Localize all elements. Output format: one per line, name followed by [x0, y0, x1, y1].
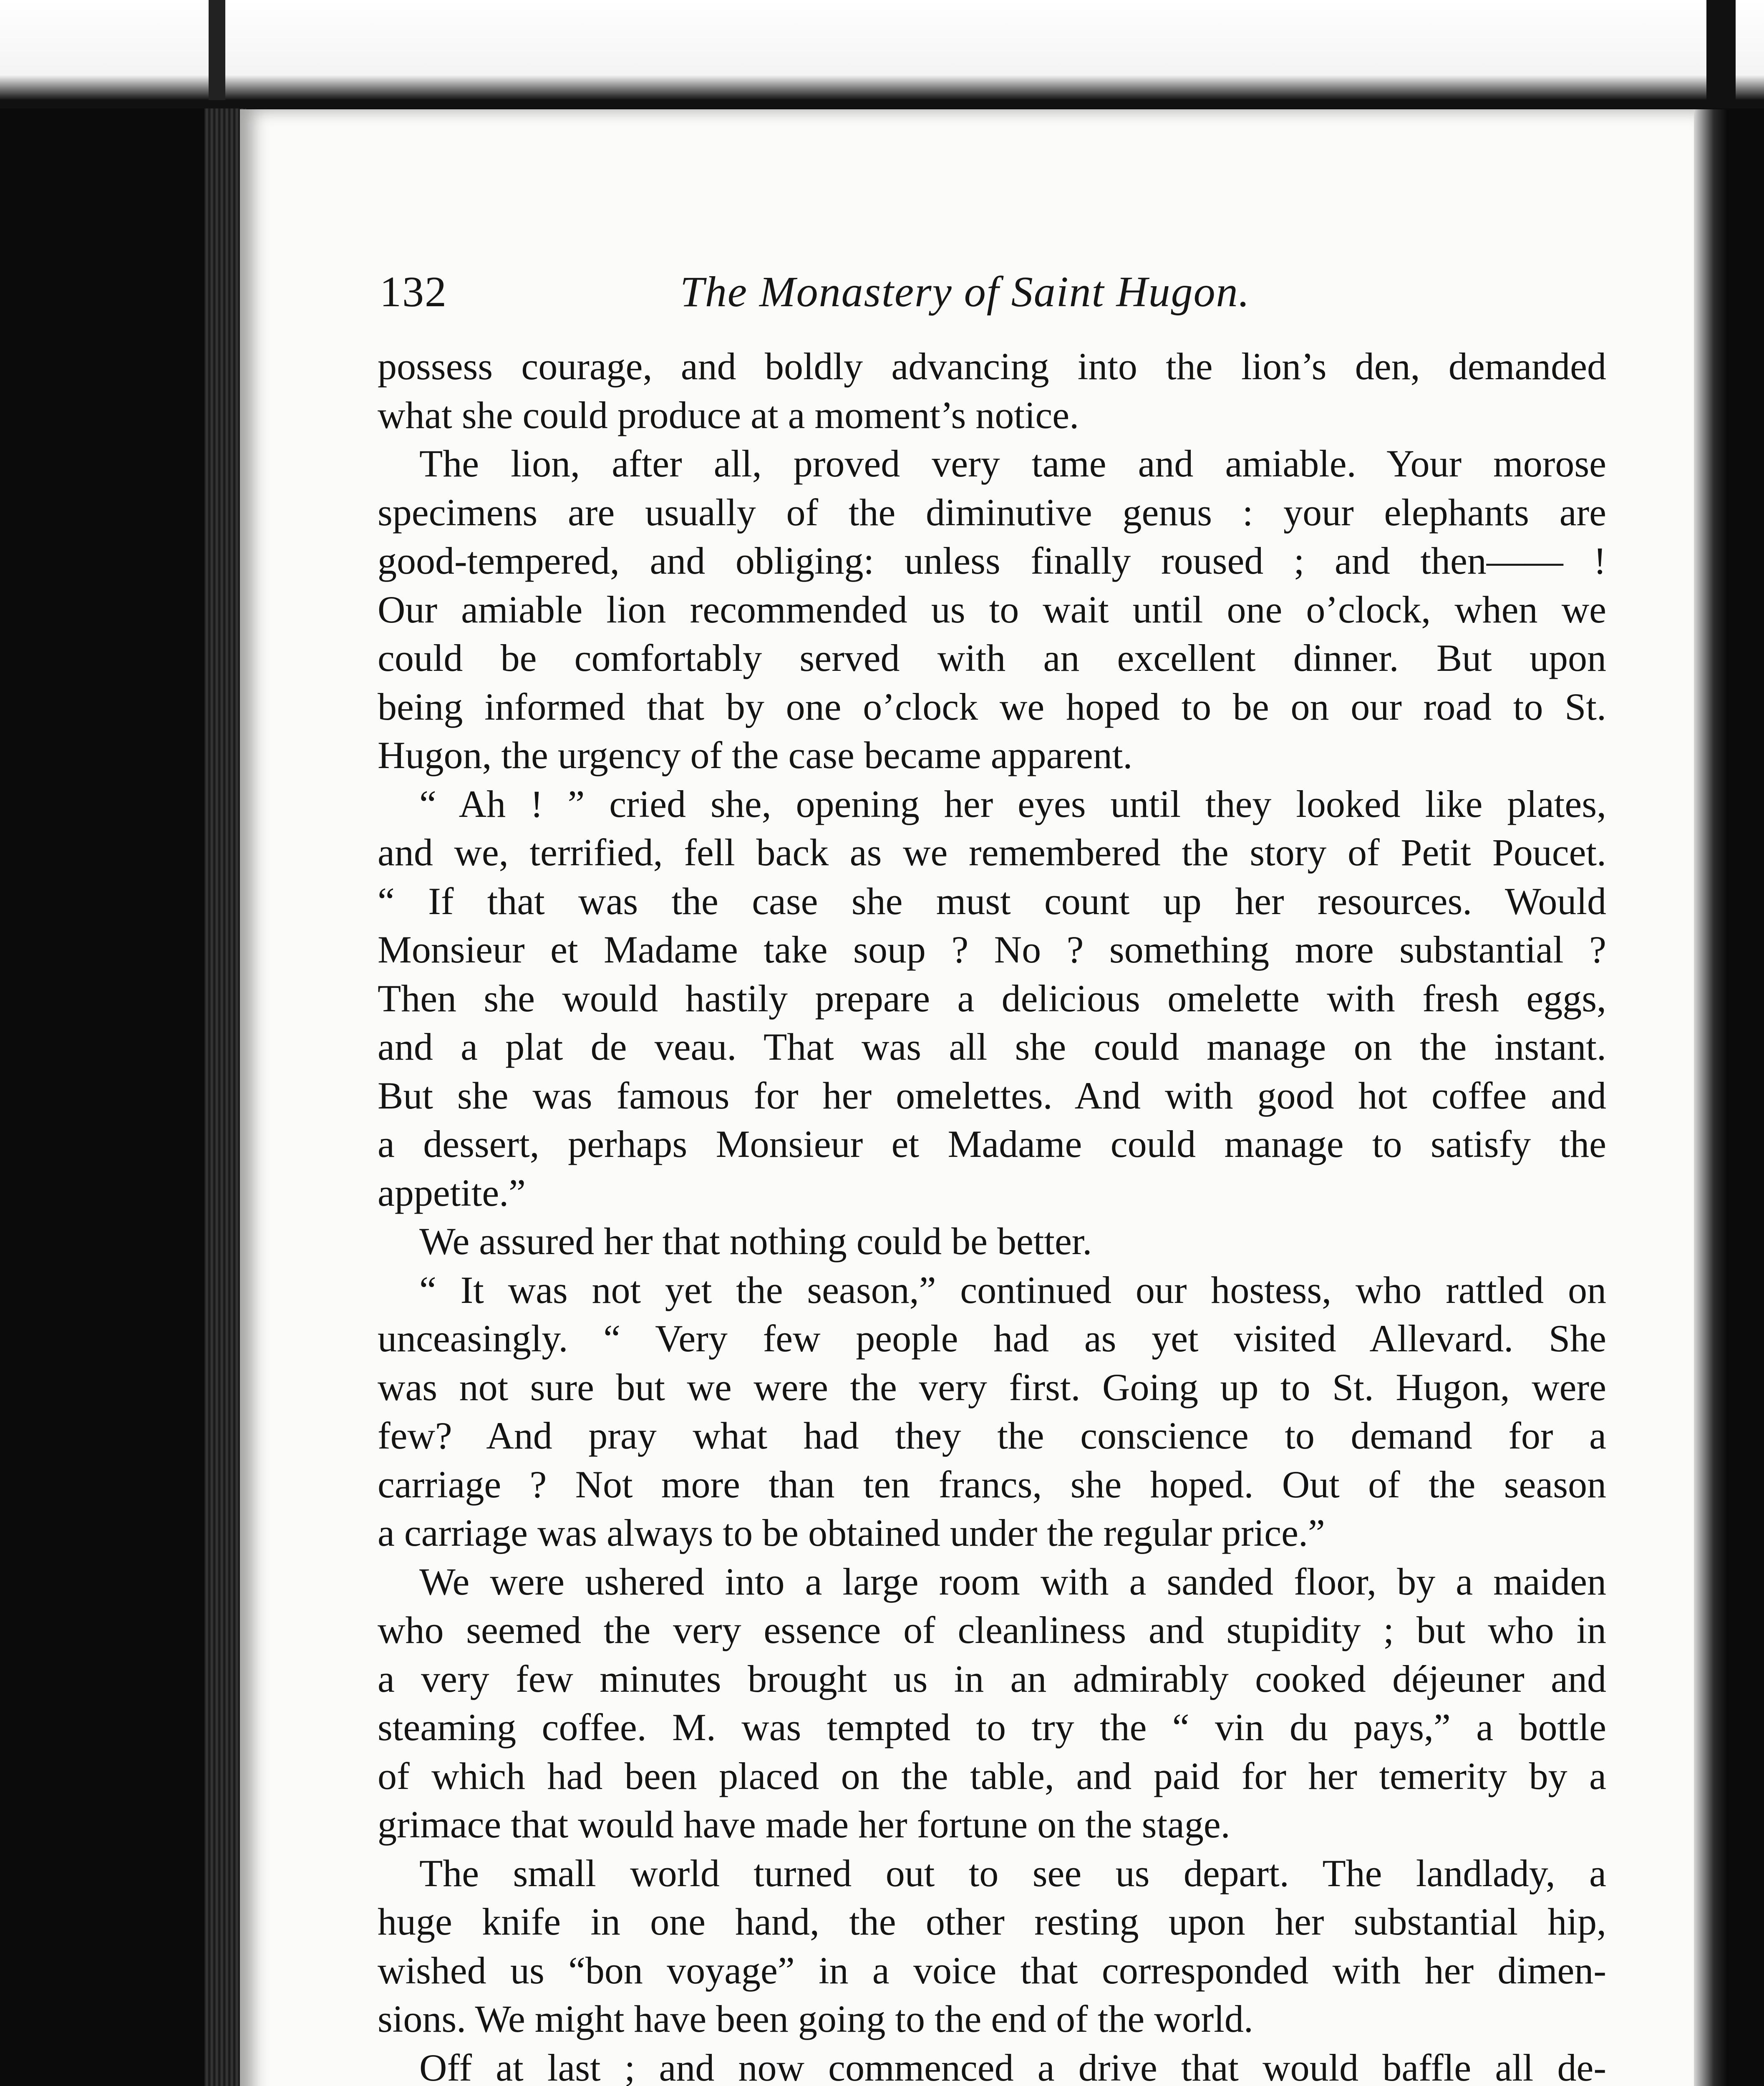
text-line: carriage ? Not more than ten francs, she hoped. Out of the season	[378, 1463, 1606, 1506]
page-number: 132	[380, 268, 447, 316]
text-line: Off at last ; and now commenced a drive that would baffle all de-	[419, 2046, 1606, 2086]
scan-edge-mark	[1706, 0, 1736, 100]
text-line: specimens are usually of the diminutive genus : your elephants are	[378, 491, 1606, 534]
text-line: and a plat de veau. That was all she could manage on the instant.	[378, 1025, 1606, 1068]
text-line: But she was famous for her omelettes. And with good hot coffee and	[378, 1074, 1606, 1117]
text-line: wished us “bon voyage” in a voice that corresponded with her dimen-	[378, 1949, 1606, 1992]
scan-edge-mark	[209, 0, 225, 100]
text-line: who seemed the very essence of cleanliness and stupidity ; but who in	[378, 1609, 1606, 1651]
text-line: We were ushered into a large room with a sanded floor, by a maiden	[419, 1560, 1606, 1603]
text-line: of which had been placed on the table, and paid for her temerity by a	[378, 1754, 1606, 1797]
text-line: The lion, after all, proved very tame and amiable. Your morose	[419, 442, 1606, 485]
text-line: a very few minutes brought us in an admirably cooked déjeuner and	[378, 1657, 1606, 1700]
text-line: a dessert, perhaps Monsieur et Madame could manage to satisfy the	[378, 1123, 1606, 1165]
text-line: The small world turned out to see us depart. The landlady, a	[419, 1852, 1606, 1895]
text-line: steaming coffee. M. was tempted to try the “ vin du pays,” a bottle	[378, 1706, 1606, 1748]
body-text	[378, 342, 1606, 2086]
text-line: possess courage, and boldly advancing into the lion’s den, demanded	[378, 345, 1606, 388]
text-line: being informed that by one o’clock we hoped to be on our road to St.	[378, 685, 1606, 728]
text-line: a carriage was always to be obtained under the regular price.”	[378, 1512, 1325, 1554]
running-title: The Monastery of Saint Hugon.	[680, 268, 1250, 316]
text-line: unceasingly. “ Very few people had as yet visited Allevard. She	[378, 1317, 1606, 1360]
text-line: Our amiable lion recommended us to wait until one o’clock, when we	[378, 588, 1606, 631]
text-line: and we, terrified, fell back as we remembered the story of Petit Poucet.	[378, 831, 1606, 874]
text-line: sions. We might have been going to the end of the world.	[378, 1998, 1253, 2040]
text-line: grimace that would have made her fortune on the stage.	[378, 1803, 1230, 1846]
page-header	[380, 267, 1606, 330]
text-line: huge knife in one hand, the other resting upon her substantial hip,	[378, 1900, 1606, 1943]
scan-top-edge	[0, 0, 1764, 108]
text-line: Monsieur et Madame take soup ? No ? something more substantial ?	[378, 928, 1606, 971]
text-line: what she could produce at a moment’s notice.	[378, 393, 1079, 436]
text-line: good-tempered, and obliging: unless finally roused ; and then—— !	[378, 539, 1606, 582]
text-line: Then she would hastily prepare a delicious omelette with fresh eggs,	[378, 977, 1606, 1020]
text-line: appetite.”	[378, 1171, 526, 1214]
text-line: We assured her that nothing could be better.	[419, 1220, 1092, 1262]
text-line: was not sure but we were the very first. Going up to St. Hugon, were	[378, 1365, 1606, 1408]
text-line: “ If that was the case she must count up her resources. Would	[378, 879, 1606, 922]
page-right-edge	[1694, 109, 1727, 2086]
text-line: Hugon, the urgency of the case became apparent.	[378, 734, 1133, 776]
text-line: could be comfortably served with an excellent dinner. But upon	[378, 637, 1606, 679]
text-line: “ Ah ! ” cried she, opening her eyes until they looked like plates,	[419, 782, 1606, 825]
text-line: “ It was not yet the season,” continued our hostess, who rattled on	[419, 1268, 1606, 1311]
text-line: few? And pray what had they the conscience to demand for a	[378, 1414, 1606, 1457]
